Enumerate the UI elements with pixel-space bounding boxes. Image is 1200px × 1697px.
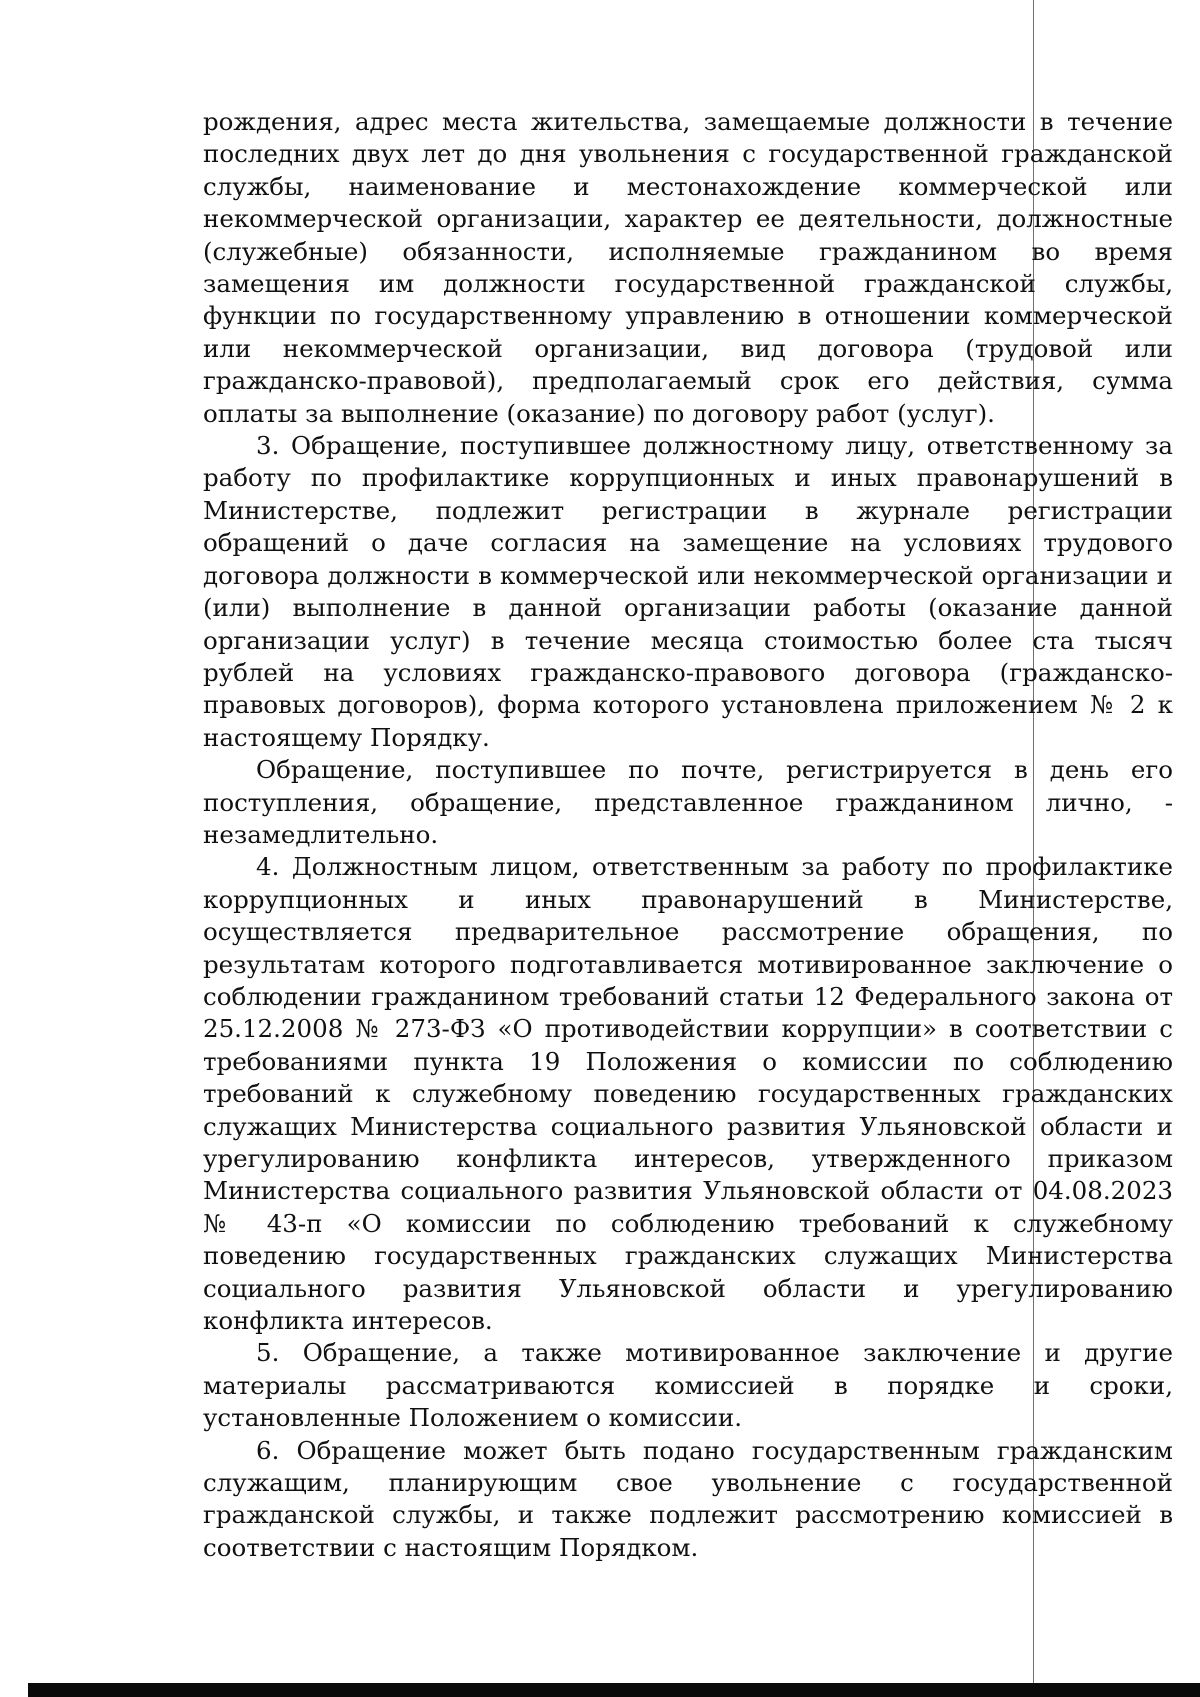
- paragraph-item-6: 6. Обращение может быть подано государственным гражданским служащим, планирующим свое увольнение с государственной гражданской службы, и также подлежит рассмотрению комиссией в соответствии с настоящим Порядком.: [203, 1435, 1173, 1562]
- scan-bottom-border: [28, 1683, 1200, 1697]
- paragraph-registration-note: Обращение, поступившее по почте, регистрируется в день его поступления, обращение, представленное гражданином лично, - незамедлительно.: [203, 755, 1173, 849]
- paragraph-item-5: 5. Обращение, а также мотивированное заключение и другие материалы рассматриваются комиссией в порядке и сроки, установленные Положением о комиссии.: [203, 1338, 1173, 1433]
- paragraph-continuation: рождения, адрес места жительства, замещаемые должности в течение последних двух лет до дня увольнения с государственной гражданской службы, наименование и местонахождение коммерческой или некоммерческой организации, характер ее деятельности, должностные (служебные) обязанности, исполняемые гражданином во время замещения им должности государственной гражданской службы, функции по государственному управлению в отношении коммерческой или некоммерческой организации, вид договора (трудовой или гражданско-правовой), предполагаемый срок его действия, сумма оплаты за выполнение (оказание) по договору работ (услуг).: [203, 107, 1173, 428]
- document-body: [203, 106, 1173, 1564]
- paragraph-item-3: 3. Обращение, поступившее должностному лицу, ответственному за работу по профилактике коррупционных и иных правонарушений в Министерстве, подлежит регистрации в журнале регистрации обращений о даче согласия на замещение на условиях трудового договора должности в коммерческой или некоммерческой организации и (или) выполнение в данной организации работы (оказание данной организации услуг) в течение месяца стоимостью более ста тысяч рублей на условиях гражданско-правового договора (гражданско-правовых договоров), форма которого установлена приложением № 2 к настоящему Порядку.: [203, 431, 1173, 752]
- paragraph-item-4: 4. Должностным лицом, ответственным за работу по профилактике коррупционных и иных правонарушений в Министерстве, осуществляется предварительное рассмотрение обращения, по результатам которого подготавливается мотивированное заключение о соблюдении гражданином требований статьи 12 Федерального закона от 25.12.2008 № 273-ФЗ «О противодействии коррупции» в соответствии с требованиями пункта 19 Положения о комиссии по соблюдению требований к служебному поведению государственных гражданских служащих Министерства социального развития Ульяновской области и урегулированию конфликта интересов, утвержденного приказом Министерства социального развития Ульяновской области от 04.08.2023 № 43-п «О комиссии по соблюдению требований к служебному поведению государственных гражданских служащих Министерства социального развития Ульяновской области и урегулированию конфликта интересов.: [203, 852, 1173, 1336]
